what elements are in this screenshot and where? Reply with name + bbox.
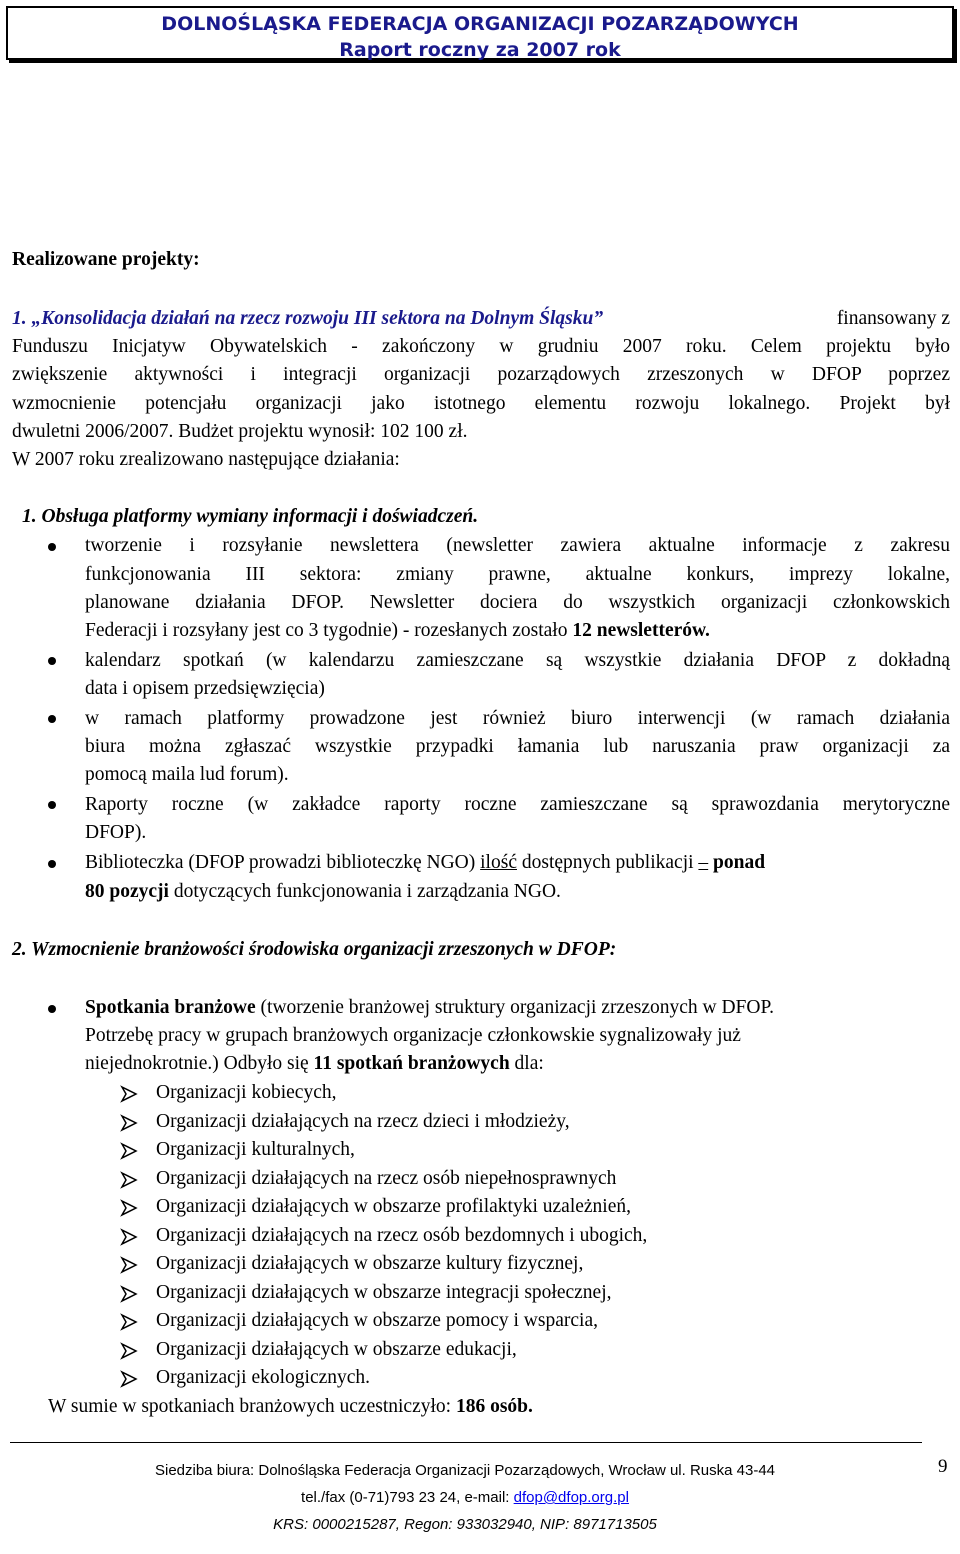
summary-text: W sumie w spotkaniach branżowych uczestniczyło: [48,1396,456,1417]
sub1-b5-dash: – [698,852,709,873]
project1-line2: Funduszu Inicjatyw Obywatelskich - zakończony w grudniu 2007 roku. Celem projektu było [12,336,950,357]
arrow-bullet-icon [120,1342,138,1360]
page-number: 9 [938,1456,948,1477]
bullet-icon [48,801,56,809]
group-item: Organizacji działających w obszarze integracji społecznej, [156,1281,612,1303]
group-item: Organizacji działających na rzecz dzieci i młodzieży, [156,1110,570,1132]
sub1-b5-l1-bold: ponad [708,852,766,873]
sub2-b1-l3-text: niejednokrotnie.) Odbyło się [85,1053,314,1074]
sub1-b1-l4 [85,617,710,646]
participants-count: 186 osób. [455,1396,533,1417]
project1-line6: W 2007 roku zrealizowano następujące działania: [12,449,400,470]
footer-email-link[interactable]: dfop@dfop.org.pl [513,1489,629,1506]
footer-registry: KRS: 0000215287, Regon: 933032940, NIP: 8971713505 [273,1516,657,1533]
header-organization: DOLNOŚLĄSKA FEDERACJA ORGANIZACJI POZARZĄDOWYCH [161,13,799,35]
group-item: Organizacji kulturalnych, [156,1139,355,1160]
footer-contact [0,1489,930,1507]
group-item: Organizacji działających w obszarze edukacji, [156,1338,517,1360]
sub1-b1-l1: tworzenie i rozsyłanie newslettera (newsletter zawiera aktualne informacje z zakresu [85,535,950,556]
bullet-icon [48,860,56,868]
sub2-b1-l3 [85,1050,544,1079]
meetings-count: 11 spotkań branżowych [313,1053,510,1074]
sub2-b1-l2: Potrzebę pracy w grupach branżowych organizacje członkowskie sygnalizowały już [85,1025,741,1046]
arrow-bullet-icon [120,1313,138,1331]
arrow-bullet-icon [120,1228,138,1246]
arrow-bullet-icon [120,1285,138,1303]
subsection2-title: 2. Wzmocnienie branżowości środowiska organizacji zrzeszonych w DFOP: [12,939,617,960]
newsletter-count: 12 newsletterów. [572,620,710,641]
sub1-b4-l2: DFOP). [85,822,147,843]
sub1-b2-l1: kalendarz spotkań (w kalendarzu zamieszczane są wszystkie działania DFOP z dokładną [85,650,950,671]
sub1-b5-l2 [85,878,561,907]
publication-count: 80 pozycji [85,881,169,902]
sub1-b3-l3: pomocą maila lud forum). [85,764,289,785]
arrow-bullet-icon [120,1256,138,1274]
footer-divider [10,1442,922,1443]
group-item: Organizacji działających na rzecz osób niepełnosprawnych [156,1167,617,1189]
arrow-bullet-icon [120,1085,138,1103]
subsection1-title: 1. Obsługa platformy wymiany informacji i doświadczeń. [22,506,479,527]
group-item: Organizacji działających na rzecz osób bezdomnych i ubogich, [156,1224,648,1246]
group-item: Organizacji działających w obszarze pomocy i wsparcia, [156,1310,598,1331]
group-item: Organizacji kobiecych, [156,1082,337,1103]
report-header [6,6,954,60]
sub2-b1-lead: Spotkania branżowe [85,997,256,1018]
project1-title: „Konsolidacja działań na rzecz rozwoju III sektora na Dolnym Śląsku” [31,308,604,329]
footer-address: Siedziba biura: Dolnośląska Federacja Organizacji Pozarządowych, Wrocław ul. Ruska 43-44 [154,1462,776,1479]
group-item: Organizacji ekologicznych. [156,1367,371,1388]
sub1-b3-l2: biura można zgłaszać wszystkie przypadki łamania lub naruszania praw organizacji za [85,736,950,757]
arrow-bullet-icon [120,1171,138,1189]
project1-title-rest: finansowany z [836,308,950,329]
sub1-b5-l1-mid: dostępnych publikacji [516,852,699,873]
summary-line [48,1393,533,1422]
project1-line4: wzmocnienie potencjału organizacji jako istotnego elementu rozwoju lokalnego. Projekt był [12,393,950,414]
header-report-title: Raport roczny za 2007 rok [339,39,621,61]
sub1-b3-l1: w ramach platformy prowadzone jest również biuro interwencji (w ramach działania [85,708,950,729]
sub1-b5-l1-text: Biblioteczka (DFOP prowadzi biblioteczkę NGO) [85,852,481,873]
sub1-b4-l1: Raporty roczne (w zakładce raporty roczne zamieszczane są sprawozdania merytoryczne [85,794,950,815]
project1-number: 1. [12,308,27,329]
project1-line5: dwuletni 2006/2007. Budżet projektu wynosił: 102 100 zł. [12,421,468,442]
arrow-bullet-icon [120,1370,138,1388]
sub2-b1-l1 [85,994,774,1023]
arrow-bullet-icon [120,1114,138,1132]
sub1-b5-l1 [85,849,950,878]
arrow-bullet-icon [120,1142,138,1160]
sub1-b5-quantity-word: ilość [480,852,517,873]
project1-line3: zwiększenie aktywności i integracji organizacji pozarządowych zrzeszonych w DFOP poprzez [12,364,950,385]
group-item: Organizacji działających w obszarze kultury fizycznej, [156,1253,584,1274]
bullet-icon [48,543,56,551]
sub2-b1-l1-text: (tworzenie branżowej struktury organizacji zrzeszonych w DFOP. [255,997,775,1018]
group-item: Organizacji działających w obszarze profilaktyki uzależnień, [156,1196,631,1217]
sub1-b5-l2-text: dotyczących funkcjonowania i zarządzania NGO. [168,881,561,902]
section-heading: Realizowane projekty: [12,249,200,270]
bullet-icon [48,1005,56,1013]
sub1-b1-l3: planowane działania DFOP. Newsletter dociera do wszystkich organizacji członkowskich [85,592,950,613]
footer-phone: tel./fax (0-71)793 23 24, e-mail: [301,1489,514,1506]
sub1-b1-l4-text: Federacji i rozsyłany jest co 3 tygodnie) - rozesłanych zostało [85,620,573,641]
sub2-b1-l3-post: dla: [509,1053,544,1074]
project1-title-line [12,305,950,334]
sub1-b2-l2: data i opisem przedsięwzięcia) [85,678,325,699]
sub1-b1-l2: funkcjonowania III sektora: zmiany prawne, aktualne konkurs, imprezy lokalne, [85,564,950,585]
bullet-icon [48,657,56,665]
arrow-bullet-icon [120,1199,138,1217]
bullet-icon [48,715,56,723]
